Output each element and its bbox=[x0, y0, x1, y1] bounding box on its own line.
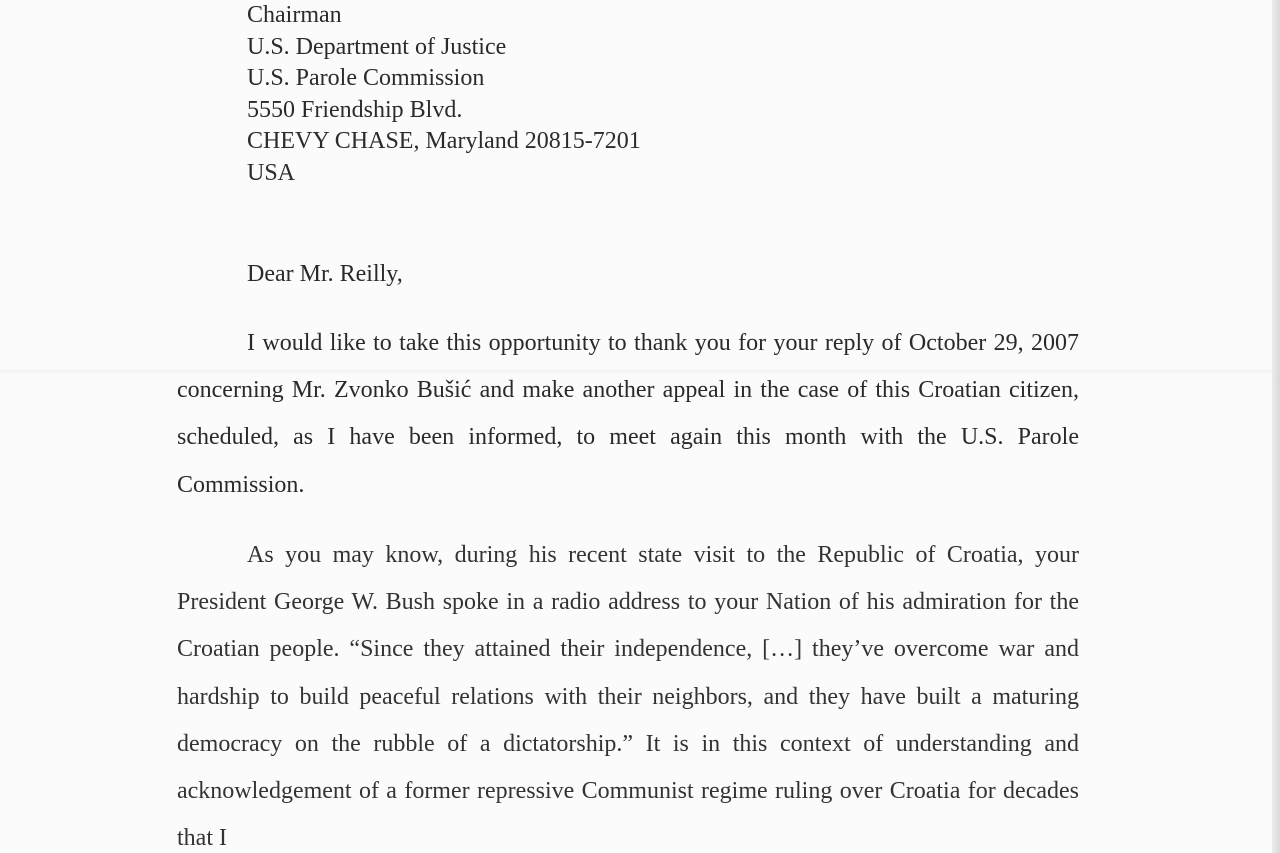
address-line-title: Chairman bbox=[247, 2, 342, 28]
address-line-country: USA bbox=[247, 159, 296, 186]
letter-salutation: Dear Mr. Reilly, bbox=[247, 261, 403, 287]
address-line-street: 5550 Friendship Blvd. bbox=[247, 96, 463, 123]
address-line-commission: U.S. Parole Commission bbox=[247, 65, 485, 91]
letter-paragraph-1: I would like to take this opportunity to thank you for your reply of October 29, 2007 concerning Mr. Zvonko Bušić and make another appeal in the case of this Croatian citizen, scheduled, as I have been informed, to meet again this month with the U.S. Parole Commission. bbox=[177, 330, 1079, 498]
recipient-address-block bbox=[247, 0, 641, 189]
address-line-department: U.S. Department of Justice bbox=[247, 33, 507, 60]
address-line-city: CHEVY CHASE, Maryland 20815-7201 bbox=[247, 128, 641, 154]
letter-paragraph-2: As you may know, during his recent state visit to the Republic of Croatia, your President George W. Bush spoke in a radio address to your Nation of his admiration for the Croatian people. “Since they attained their independence, […] they’ve overcome war and hardship to build peaceful relations with their neighbors, and they have built a maturing democracy on the rubble of a dictatorship.” It is in this context of understanding and acknowledgement of a former repressive Communist regime ruling over Croatia for decades that I bbox=[177, 542, 1079, 852]
scan-page-edge bbox=[1272, 0, 1280, 853]
